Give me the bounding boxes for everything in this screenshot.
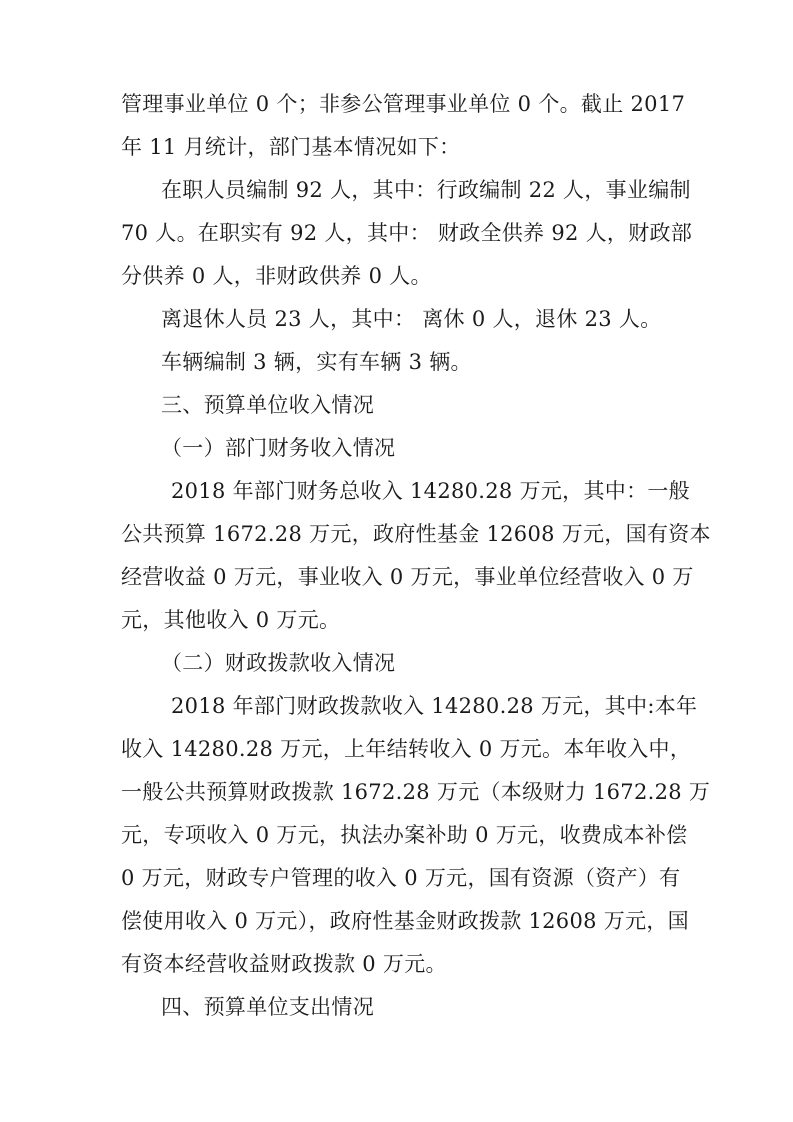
text-line: 70 人。在职实有 92 人，其中： 财政全供养 92 人，财政部 (121, 221, 693, 245)
text-line: 年 11 月统计，部门基本情况如下： (121, 135, 461, 159)
subsection-heading: （二）财政拨款收入情况 (161, 651, 396, 675)
section-heading: 三、预算单位收入情况 (161, 393, 374, 417)
text-line: 收入 14280.28 万元，上年结转收入 0 万元。本年收入中， (121, 737, 692, 761)
text-line: 0 万元，财政专户管理的收入 0 万元，国有资源（资产）有 (121, 866, 681, 890)
text-line: 偿使用收入 0 万元），政府性基金财政拨款 12608 万元，国 (121, 909, 689, 933)
section-heading: 四、预算单位支出情况 (161, 995, 374, 1019)
text-line: 有资本经营收益财政拨款 0 万元。 (121, 952, 447, 976)
text-line: 分供养 0 人，非财政供养 0 人。 (121, 264, 432, 288)
text-line: 公共预算 1672.28 万元，政府性基金 12608 万元，国有资本 (121, 522, 711, 546)
subsection-heading: （一）部门财务收入情况 (161, 436, 396, 460)
text-line: 车辆编制 3 辆，实有车辆 3 辆。 (161, 350, 472, 374)
text-line: 2018 年部门财政拨款收入 14280.28 万元，其中:本年 (171, 694, 698, 718)
text-line: 在职人员编制 92 人，其中：行政编制 22 人，事业编制 (161, 178, 691, 202)
text-line: 一般公共预算财政拨款 1672.28 万元（本级财力 1672.28 万 (121, 780, 711, 804)
text-line: 2018 年部门财务总收入 14280.28 万元，其中：一般 (171, 479, 690, 503)
text-line: 管理事业单位 0 个；非参公管理事业单位 0 个。截止 2017 (121, 92, 686, 116)
text-line: 经营收益 0 万元，事业收入 0 万元，事业单位经营收入 0 万 (121, 565, 694, 589)
text-line: 元，专项收入 0 万元，执法办案补助 0 万元，收费成本补偿 (121, 823, 688, 847)
text-line: 元，其他收入 0 万元。 (121, 608, 341, 632)
text-line: 离退休人员 23 人，其中： 离休 0 人，退休 23 人。 (161, 307, 662, 331)
